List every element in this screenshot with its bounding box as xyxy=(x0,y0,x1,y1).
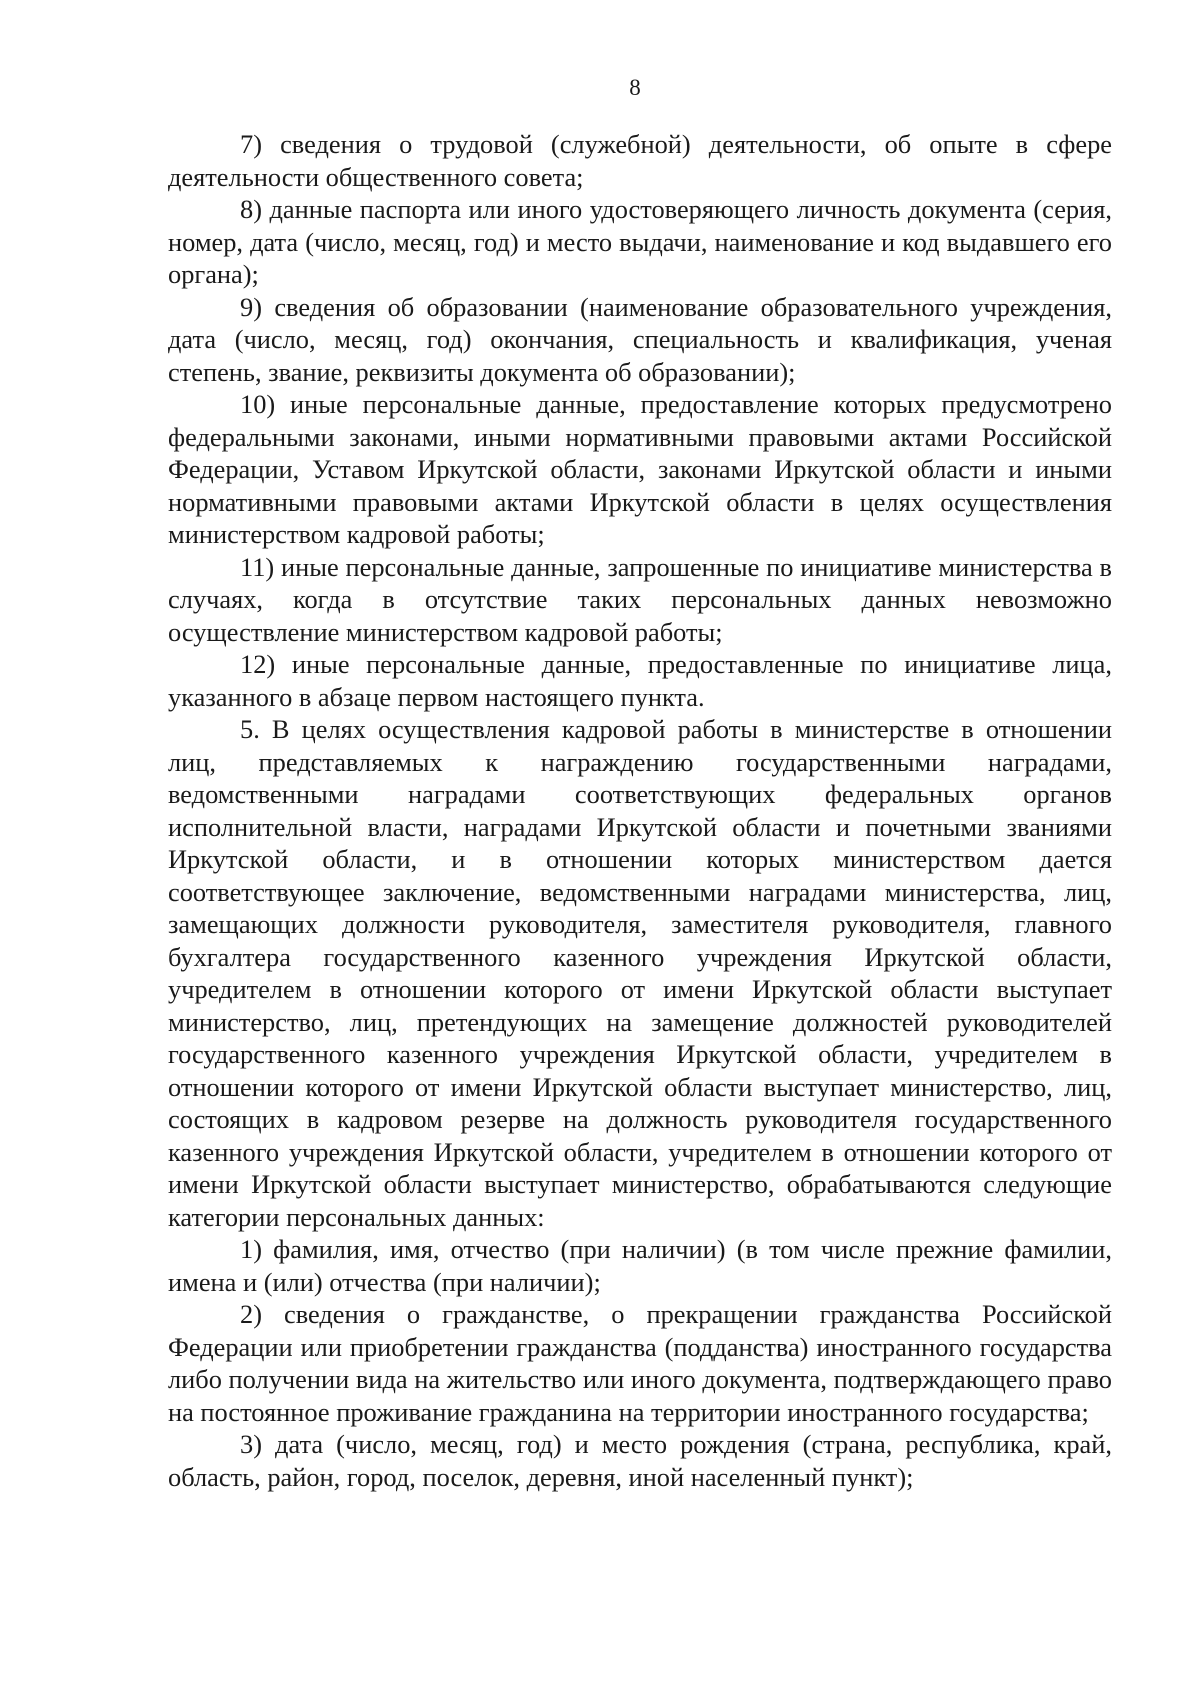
paragraph-item-12: 12) иные персональные данные, предоставленные по инициативе лица, указанного в абзаце первом настоящего пункта. xyxy=(168,649,1112,712)
paragraph-section-5: 5. В целях осуществления кадровой работы в министерстве в отношении лиц, представляемых к награждению государственными наградами, ведомственными наградами соответствующих федеральных органов исполнительной власти, наградами Иркутской области и почетными званиями Иркутской области, и в отношении которых министерством дается соответствующее заключение, ведомственными наградами министерства, лиц, замещающих должности руководителя, заместителя руководителя, главного бухгалтера государственного казенного учреждения Иркутской области, учредителем в отношении которого от имени Иркутской области выступает министерство, лиц, претендующих на замещение должностей руководителей государственного казенного учреждения Иркутской области, учредителем в отношении которого от имени Иркутской области выступает министерство, лиц, состоящих в кадровом резерве на должность руководителя государственного казенного учреждения Иркутской области, учредителем в отношении которого от имени Иркутской области выступает министерство, обрабатываются следующие категории персональных данных: xyxy=(168,714,1112,1232)
paragraph-item-9: 9) сведения об образовании (наименование образовательного учреждения, дата (число, месяц, год) окончания, специальность и квалификация, ученая степень, звание, реквизиты документа об образовании); xyxy=(168,291,1112,387)
paragraph-item-8: 8) данные паспорта или иного удостоверяющего личность документа (серия, номер, дата (число, месяц, год) и место выдачи, наименование и код выдавшего его органа); xyxy=(168,194,1112,289)
paragraph-item-3: 3) дата (число, месяц, год) и место рождения (страна, республика, край, область, район, город, поселок, деревня, иной населенный пункт); xyxy=(168,1429,1112,1492)
paragraph-item-10: 10) иные персональные данные, предоставление которых предусмотрено федеральными законами, иными нормативными правовыми актами Российской Федерации, Уставом Иркутской области, законами Иркутской области и иными нормативными правовыми актами Иркутской области в целях осуществления министерством кадровой работы; xyxy=(168,389,1112,549)
paragraph-item-11: 11) иные персональные данные, запрошенные по инициативе министерства в случаях, когда в отсутствие таких персональных данных невозможно осуществление министерством кадровой работы; xyxy=(168,551,1112,647)
page-number: 8 xyxy=(629,75,641,100)
paragraph-item-2: 2) сведения о гражданстве, о прекращении гражданства Российской Федерации или приобретении гражданства (подданства) иностранного государства либо получении вида на жительство или иного документа, подтверждающего право на постоянное проживание гражданина на территории иностранного государства; xyxy=(168,1299,1112,1427)
document-body xyxy=(168,128,1112,1493)
paragraph-item-1: 1) фамилия, имя, отчество (при наличии) (в том числе прежние фамилии, имена и (или) отчества (при наличии); xyxy=(168,1234,1112,1297)
paragraph-item-7: 7) сведения о трудовой (служебной) деятельности, об опыте в сфере деятельности общественного совета; xyxy=(168,129,1112,192)
